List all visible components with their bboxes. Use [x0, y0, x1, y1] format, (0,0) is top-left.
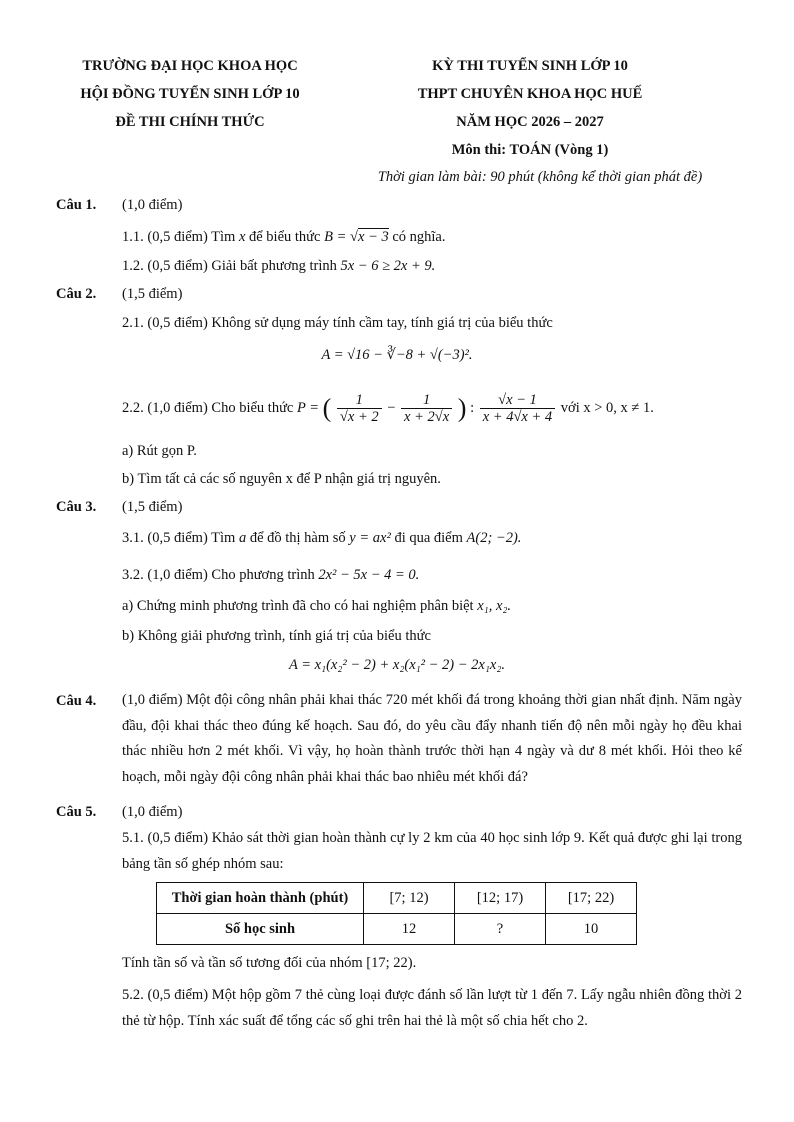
- time-note: Thời gian làm bài: 90 phút (không kể thời gian phát đề): [377, 169, 703, 185]
- q2-a: a) Rút gọn P.: [122, 443, 197, 459]
- table-cell: Số học sinh: [157, 914, 364, 945]
- q5-part1: 5.1. (0,5 điểm) Khảo sát thời gian hoàn thành cự ly 2 km của 40 học sinh lớp 9. Kết quả được ghi lại trong bảng tần số ghép nhóm sau:: [122, 830, 742, 872]
- q1-part1: 1.1. (0,5 điểm) Tìm x để biểu thức B = √x − 3 có nghĩa.: [122, 229, 446, 245]
- q2-part2: 2.2. (1,0 điểm) Cho biểu thức P = ( $\frac{1}{√x + 2}$ − $\frac{1}{x + 2√x}$ ) : $\frac{√x - 1}{x + 4√x + 4}$ với x > 0, x ≠ 1.: [122, 392, 654, 425]
- q3-b: b) Không giải phương trình, tính giá trị của biểu thức: [122, 628, 431, 644]
- q5-after-table: Tính tần số và tần số tương đối của nhóm [17; 22).: [122, 955, 417, 971]
- table-header-row: [157, 883, 637, 914]
- q3-expr-b: A = x₁(x₂² − 2) + x₂(x₁² − 2) − 2x₁x₂.: [288, 657, 505, 673]
- school-year: NĂM HỌC 2026 – 2027: [456, 114, 604, 130]
- q2-expr-a: A = √16 − ∛−8 + √(−3)².: [321, 347, 473, 363]
- exam-name: KỲ THI TUYỂN SINH LỚP 10: [432, 58, 628, 74]
- exam-school: THPT CHUYÊN KHOA HỌC HUẾ: [417, 86, 643, 102]
- q3-points: (1,5 điểm): [122, 499, 183, 515]
- table-header-cell: [17; 22): [546, 883, 637, 914]
- table-cell: 12: [364, 914, 455, 945]
- q3-part2: 3.2. (1,0 điểm) Cho phương trình 2x² − 5x − 4 = 0.: [122, 567, 420, 583]
- q2-part1: 2.1. (0,5 điểm) Không sử dụng máy tính cầm tay, tính giá trị của biểu thức: [122, 315, 553, 331]
- q5-label: Câu 5.: [56, 804, 97, 820]
- table-header-cell: Thời gian hoàn thành (phút): [157, 883, 364, 914]
- subject: Môn thi: TOÁN (Vòng 1): [451, 142, 609, 158]
- q1-points: (1,0 điểm): [122, 197, 183, 213]
- q4-text: (1,0 điểm) Một đội công nhân phải khai thác 720 mét khối đá trong khoảng thời gian nhất định. Năm ngày đầu, đội khai thác theo đúng kế hoạch. Sau đó, do yêu cầu đẩy nhanh tiến độ nên mỗi ngày họ đều khai thác nhiều hơn 2 mét khối. Vì vậy, họ hoàn thành trước thời hạn 4 ngày và dư 8 mét khối. Hỏi theo kế hoạch, mỗi ngày đội công nhân phải khai thác bao nhiêu mét khối đá?: [122, 692, 742, 785]
- q3-a: a) Chứng minh phương trình đã cho có hai nghiệm phân biệt x₁, x₂.: [122, 598, 512, 614]
- official-label: ĐỀ THI CHÍNH THỨC: [115, 114, 265, 130]
- school-name: TRƯỜNG ĐẠI HỌC KHOA HỌC: [82, 58, 298, 74]
- q5-points: (1,0 điểm): [122, 804, 183, 820]
- q2-points: (1,5 điểm): [122, 286, 183, 302]
- table-cell: ?: [455, 914, 546, 945]
- q3-part1: 3.1. (0,5 điểm) Tìm a để đồ thị hàm số y = ax² đi qua điểm A(2; −2).: [122, 530, 522, 546]
- q2-b: b) Tìm tất cả các số nguyên x để P nhận giá trị nguyên.: [122, 471, 441, 487]
- q1-part2: 1.2. (0,5 điểm) Giải bất phương trình 5x − 6 ≥ 2x + 9.: [122, 258, 436, 274]
- table-row: [157, 914, 637, 945]
- q1-label: Câu 1.: [56, 197, 97, 213]
- table-header-cell: [12; 17): [455, 883, 546, 914]
- q4-label: Câu 4.: [56, 693, 97, 709]
- council-name: HỘI ĐỒNG TUYỂN SINH LỚP 10: [80, 86, 300, 102]
- frequency-table: [156, 882, 637, 945]
- table-cell: 10: [546, 914, 637, 945]
- q3-label: Câu 3.: [56, 499, 97, 515]
- q2-label: Câu 2.: [56, 286, 97, 302]
- q5-part2: 5.2. (0,5 điểm) Một hộp gồm 7 thẻ cùng loại được đánh số lần lượt từ 1 đến 7. Lấy ngẫu nhiên đồng thời 2 thẻ từ hộp. Tính xác suất để tổng các số ghi trên hai thẻ là một số chia hết cho 2.: [122, 987, 742, 1029]
- table-header-cell: [7; 12): [364, 883, 455, 914]
